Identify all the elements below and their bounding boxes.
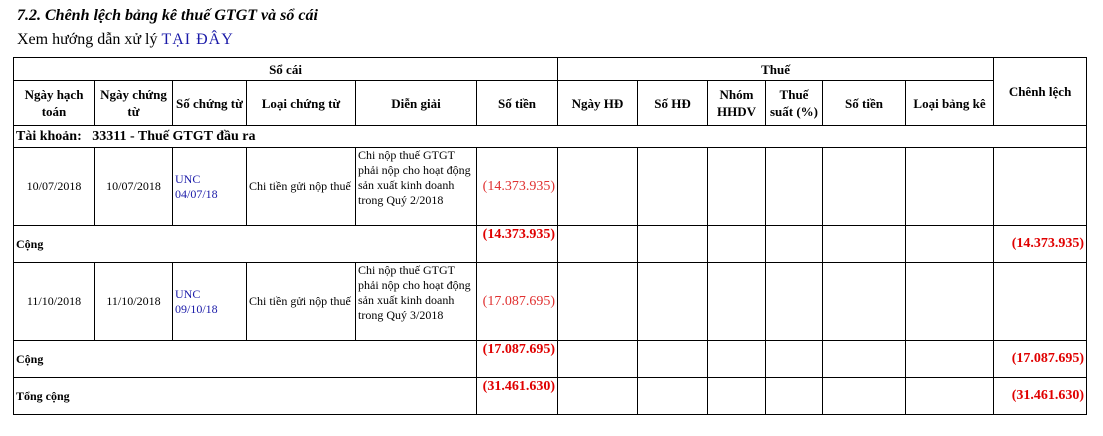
col-invoice-no: Số HĐ <box>638 81 708 126</box>
grand-total-diff: (31.461.630) <box>994 378 1087 415</box>
description: Chi nộp thuế GTGT phải nộp cho hoạt động sản xuất kinh doanh trong Quý 2/2018 <box>356 148 477 226</box>
grand-total-amount: (31.461.630) <box>477 378 558 415</box>
hhdv-group <box>708 263 766 341</box>
list-type <box>906 148 994 226</box>
col-voucher-type: Loại chứng từ <box>247 81 356 126</box>
col-voucher-no: Số chứng từ <box>173 81 247 126</box>
col-tax-rate: Thuế suất (%) <box>766 81 823 126</box>
description: Chi nộp thuế GTGT phải nộp cho hoạt động sản xuất kinh doanh trong Quý 3/2018 <box>356 263 477 341</box>
col-amount: Số tiền <box>477 81 558 126</box>
voucher-no-link[interactable]: UNC 04/07/18 <box>173 148 247 226</box>
group-diff: Chênh lệch <box>994 58 1087 126</box>
table-row <box>14 263 1087 341</box>
col-posting-date: Ngày hạch toán <box>14 81 95 126</box>
voucher-no-link[interactable]: UNC 09/10/18 <box>173 263 247 341</box>
voucher-date: 11/10/2018 <box>95 263 173 341</box>
group-tax: Thuế <box>558 58 994 81</box>
tax-rate <box>766 263 823 341</box>
subtotal-amount: (14.373.935) <box>477 226 558 263</box>
difference <box>994 148 1087 226</box>
subtotal-diff: (14.373.935) <box>994 226 1087 263</box>
hhdv-group <box>708 148 766 226</box>
invoice-no <box>638 148 708 226</box>
list-type <box>906 263 994 341</box>
invoice-date <box>558 148 638 226</box>
tax-amount <box>823 263 906 341</box>
guide-link[interactable]: TẠI ĐÂY <box>161 31 234 48</box>
col-invoice-date: Ngày HĐ <box>558 81 638 126</box>
voucher-date: 10/07/2018 <box>95 148 173 226</box>
group-ledger: Sổ cái <box>14 58 558 81</box>
guide-line <box>17 31 234 49</box>
subtotal-diff: (17.087.695) <box>994 341 1087 378</box>
tax-amount <box>823 148 906 226</box>
subtotal-label: Cộng <box>14 341 477 378</box>
posting-date: 10/07/2018 <box>14 148 95 226</box>
subtotal-label: Cộng <box>14 226 477 263</box>
subtotal-amount: (17.087.695) <box>477 341 558 378</box>
guide-text: Xem hướng dẫn xử lý <box>17 31 162 48</box>
difference <box>994 263 1087 341</box>
grand-total-label: Tổng cộng <box>14 378 477 415</box>
invoice-no <box>638 263 708 341</box>
grand-total-row <box>14 378 1087 415</box>
section-heading: 7.2. Chênh lệch bảng kê thuế GTGT và sổ cái <box>17 7 318 24</box>
col-hhdv-group: Nhóm HHDV <box>708 81 766 126</box>
ledger-amount: (14.373.935) <box>477 148 558 226</box>
tax-rate <box>766 148 823 226</box>
voucher-type: Chi tiền gửi nộp thuế <box>247 148 356 226</box>
subtotal-row <box>14 226 1087 263</box>
col-tax-amount: Số tiền <box>823 81 906 126</box>
account-value: 33311 - Thuế GTGT đầu ra <box>92 128 256 144</box>
ledger-amount: (17.087.695) <box>477 263 558 341</box>
col-description: Diễn giải <box>356 81 477 126</box>
table-row <box>14 148 1087 226</box>
col-list-type: Loại bảng kê <box>906 81 994 126</box>
account-row <box>14 126 1087 148</box>
col-voucher-date: Ngày chứng từ <box>95 81 173 126</box>
account-label: Tài khoản: <box>16 128 82 144</box>
difference-table <box>13 57 1087 415</box>
voucher-type: Chi tiền gửi nộp thuế <box>247 263 356 341</box>
subtotal-row <box>14 341 1087 378</box>
invoice-date <box>558 263 638 341</box>
posting-date: 11/10/2018 <box>14 263 95 341</box>
